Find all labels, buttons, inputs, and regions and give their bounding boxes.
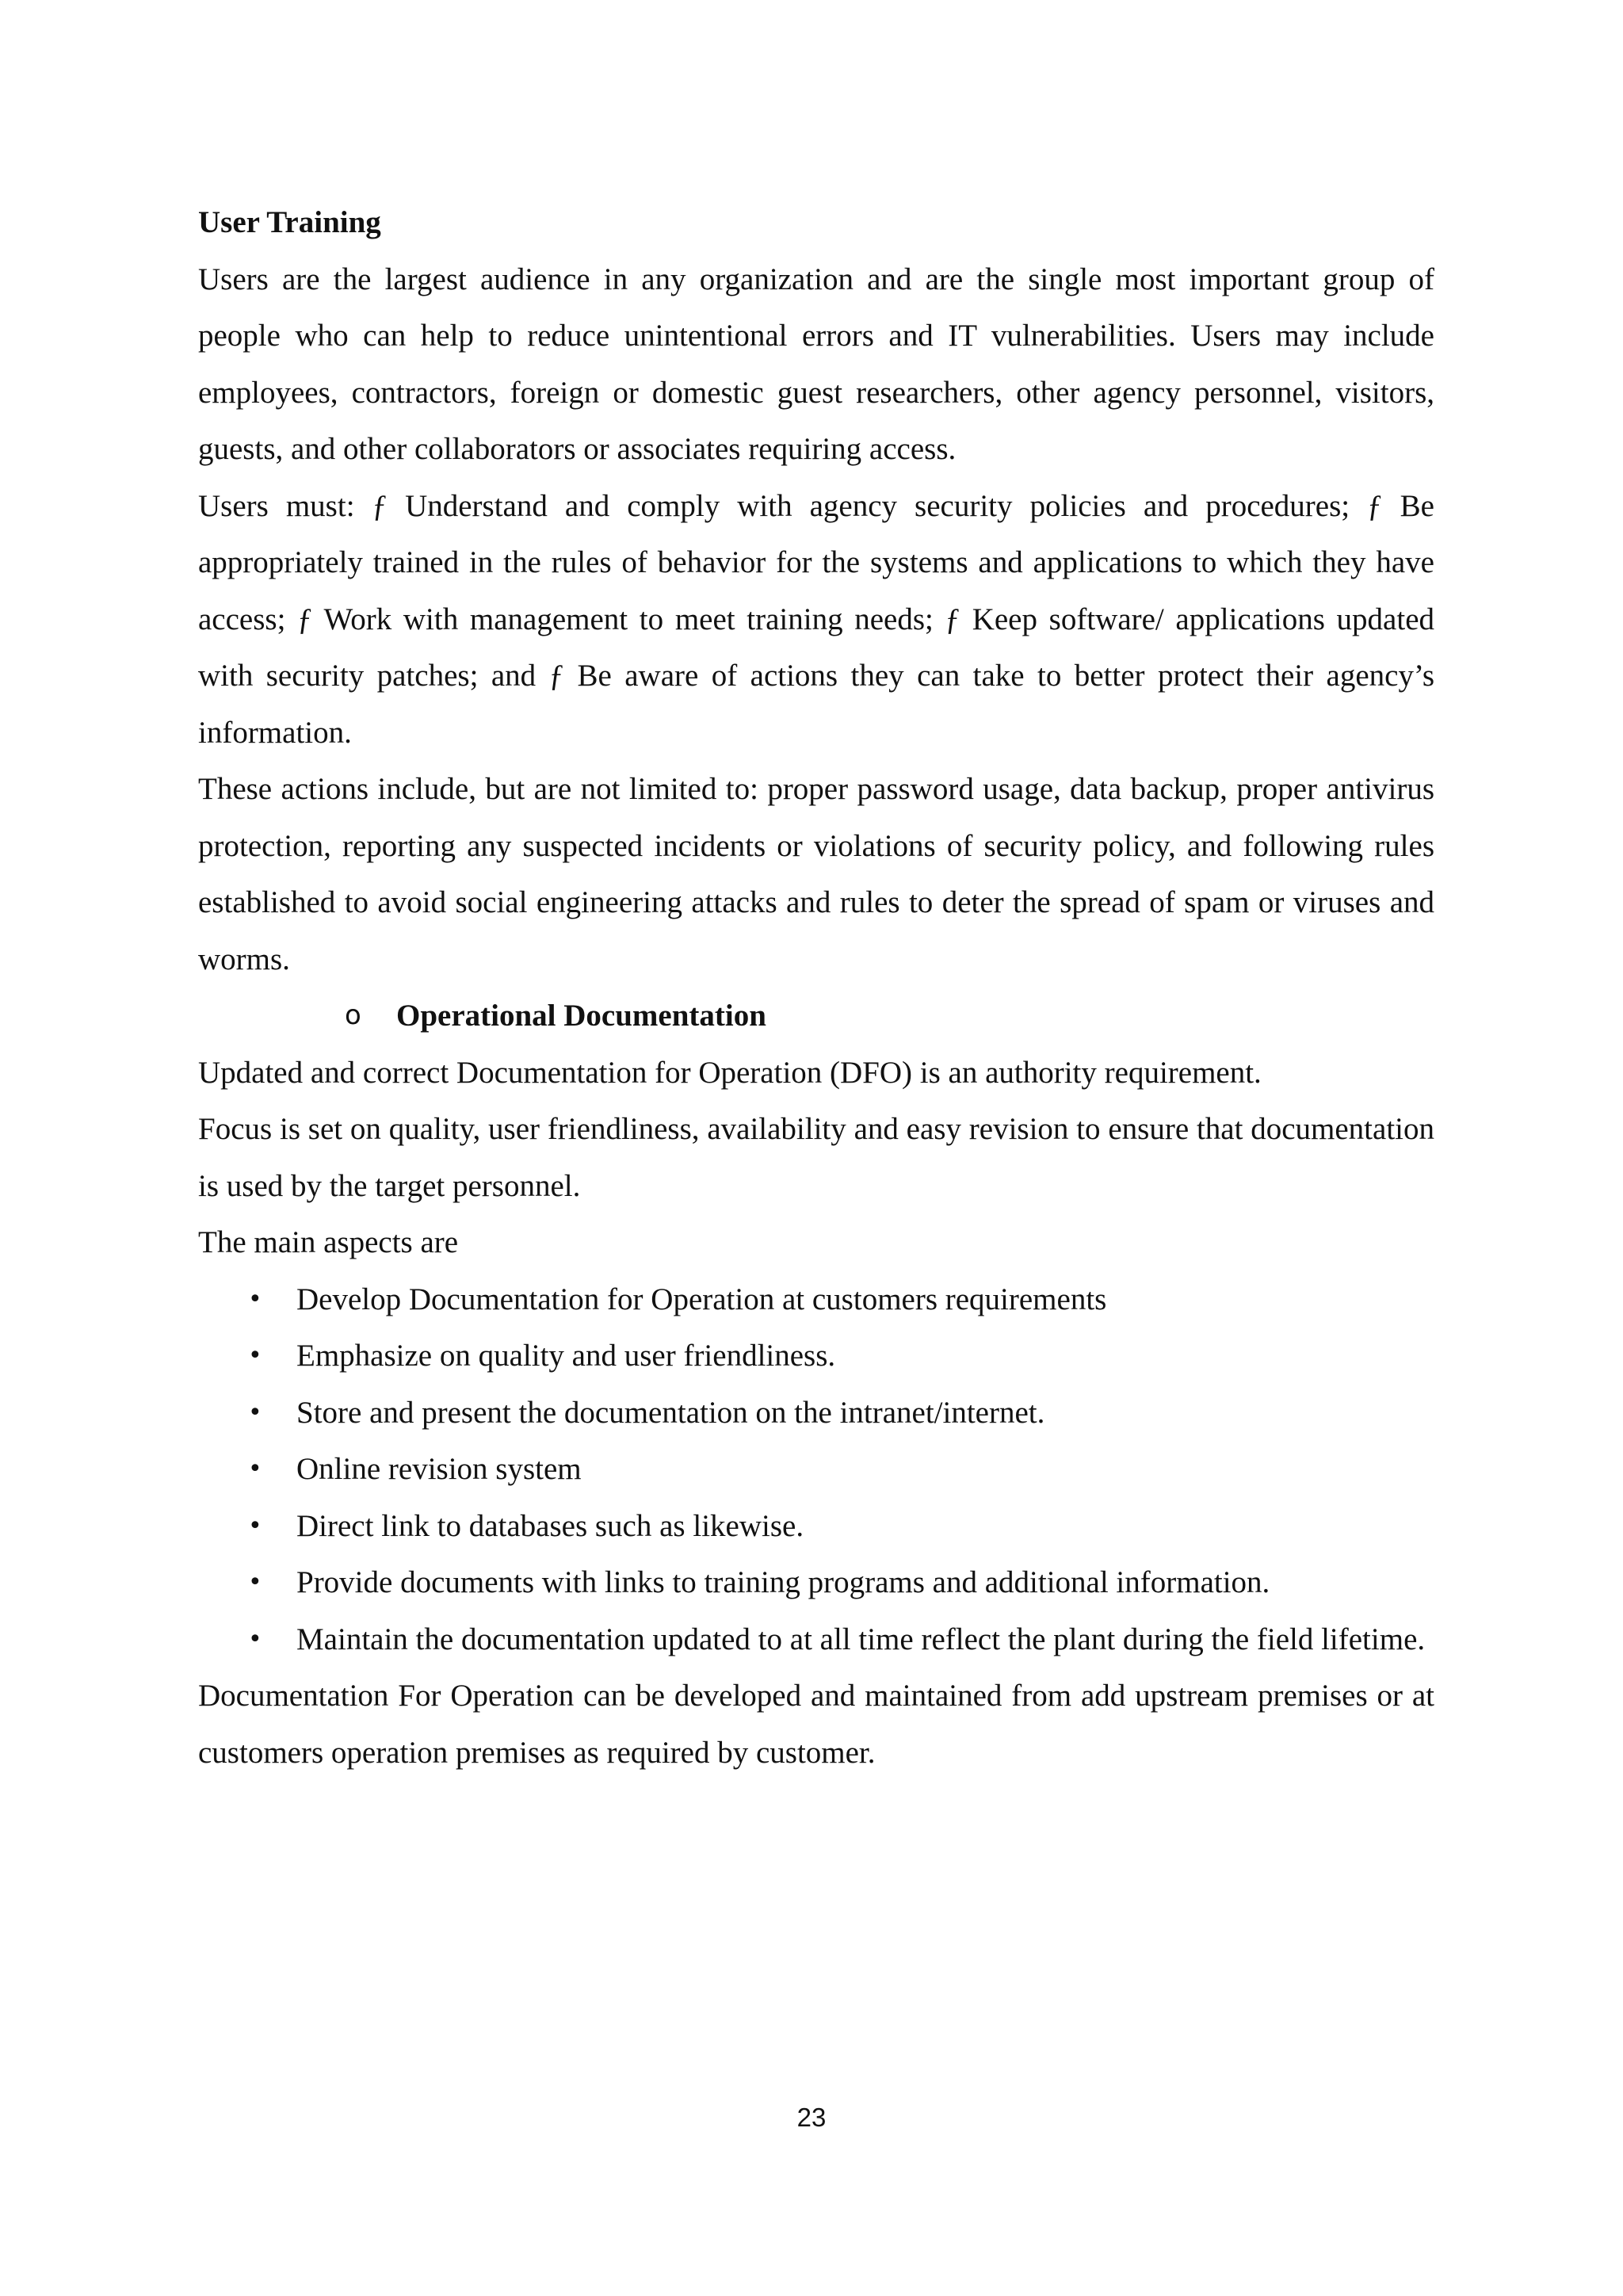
operational-documentation-paragraph-3: The main aspects are: [198, 1225, 459, 1259]
page-content: [198, 194, 1434, 1781]
bullet-icon: •: [248, 1398, 262, 1427]
user-training-paragraph-2: Users must: ƒ Understand and comply with agency security policies and procedures; ƒ Be appropriately trained in the rules of behavior for the systems and applications to which they have access; ƒ Work with management to meet training needs; ƒ Keep software/ applications updated with security patches; and ƒ Be aware of actions they can take to better protect their agency’s information.: [198, 488, 1434, 750]
list-item-text: Online revision system: [296, 1452, 582, 1486]
list-item: [198, 1611, 1434, 1668]
bullet-icon: •: [248, 1342, 262, 1370]
subsection-heading-text: Operational Documentation: [396, 999, 766, 1033]
user-training-paragraph-1: Users are the largest audience in any organization and are the single most important group of people who can help to reduce unintentional errors and IT vulnerabilities. Users may include employees, contractors, foreign or domestic guest researchers, other agency personnel, visitors, guests, and other collaborators or associates requiring access.: [198, 262, 1434, 466]
bullet-icon: •: [248, 1285, 262, 1313]
list-item-text: Store and present the documentation on the intranet/internet.: [296, 1395, 1045, 1430]
list-item-text: Provide documents with links to training programs and additional information.: [296, 1565, 1270, 1599]
user-training-paragraph-3: These actions include, but are not limited to: proper password usage, data backup, proper antivirus protection, reporting any suspected incidents or violations of security policy, and following rules established to avoid social engineering attacks and rules to deter the spread of spam or viruses and worms.: [198, 772, 1434, 976]
bullet-icon: •: [248, 1625, 262, 1653]
list-item: [198, 1385, 1434, 1442]
list-item: [198, 1498, 1434, 1555]
section-heading-user-training: User Training: [198, 205, 381, 239]
list-marker-circle: o: [345, 999, 361, 1031]
bullet-icon: •: [248, 1455, 262, 1483]
bullet-icon: •: [248, 1568, 262, 1596]
list-item-text: Maintain the documentation updated to at all time reflect the plant during the field lifetime.: [296, 1622, 1426, 1656]
list-item-text: Develop Documentation for Operation at customers requirements: [296, 1282, 1107, 1316]
operational-documentation-paragraph-1: Updated and correct Documentation for Operation (DFO) is an authority requirement.: [198, 1055, 1262, 1090]
main-aspects-list: [198, 1271, 1434, 1668]
list-item-text: Emphasize on quality and user friendliness.: [296, 1339, 836, 1373]
list-item: [198, 1271, 1434, 1328]
operational-documentation-closing: Documentation For Operation can be developed and maintained from add upstream premises or at customers operation premises as required by customer.: [198, 1679, 1434, 1770]
subsection-heading-operational-documentation: [198, 988, 1434, 1045]
list-item: [198, 1328, 1434, 1385]
list-item-text: Direct link to databases such as likewise.: [296, 1508, 804, 1543]
page-number: 23: [796, 2103, 827, 2132]
bullet-icon: •: [248, 1511, 262, 1540]
operational-documentation-paragraph-2: Focus is set on quality, user friendliness, availability and easy revision to ensure that documentation is used by the target personnel.: [198, 1112, 1434, 1203]
list-item: [198, 1554, 1434, 1611]
list-item: [198, 1441, 1434, 1498]
